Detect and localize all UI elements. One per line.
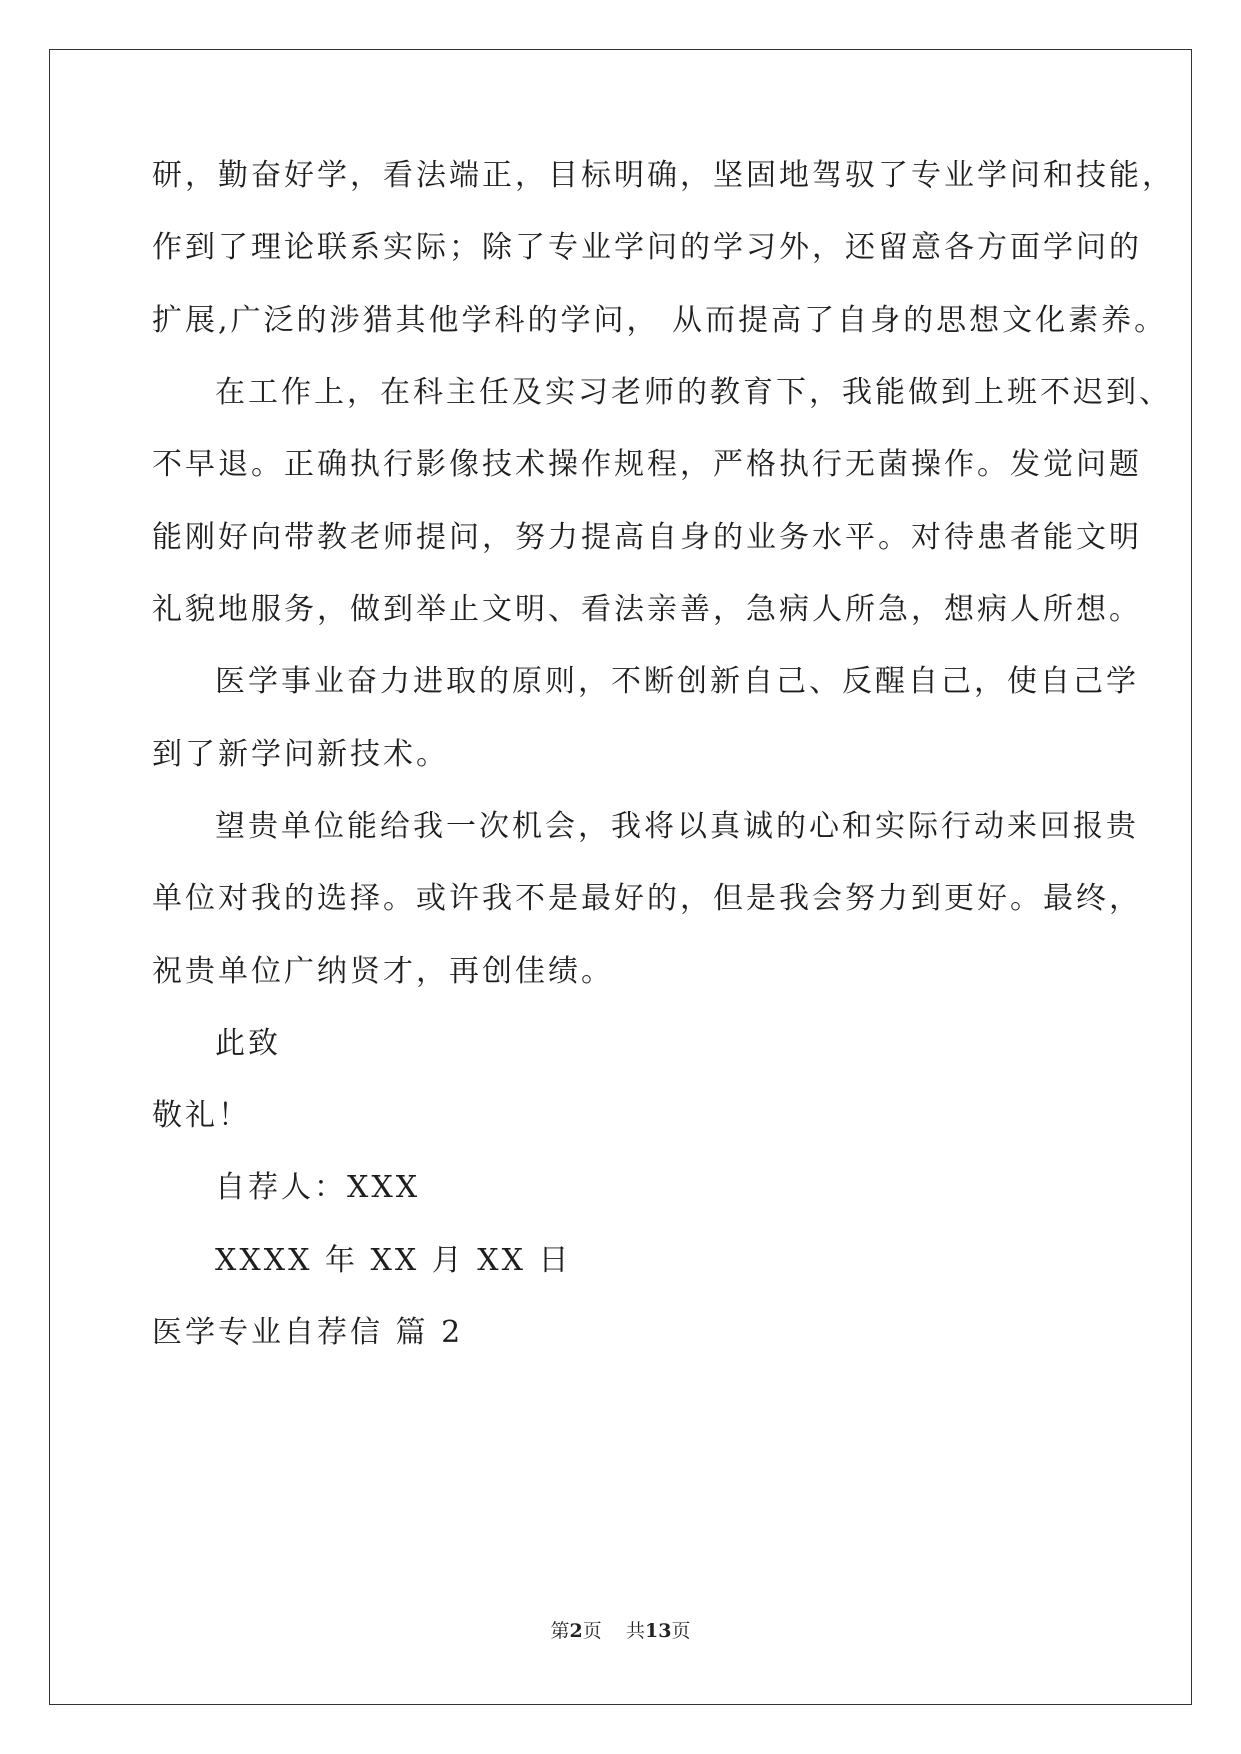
body-line-5: 不早退。正确执行影像技术操作规程，严格执行无菌操作。发觉问题 — [152, 447, 1142, 482]
body-line-8: 医学事业奋力进取的原则，不断创新自己、反醒自己，使自己学 — [215, 664, 1139, 699]
body-line-2: 作到了理论联系实际；除了专业学问的学习外，还留意各方面学问的 — [152, 230, 1142, 265]
body-line-3: 扩展,广泛的涉猎其他学科的学问， 从而提高了自身的思想文化素养。 — [152, 303, 1168, 338]
body-line-12: 祝贵单位广纳贤才，再创佳绩。 — [152, 954, 614, 989]
date-line: XXXX 年 XX 月 XX 日 — [215, 1243, 572, 1278]
footer-prefix: 第 — [550, 1620, 570, 1642]
closing-respect: 敬礼！ — [152, 1098, 251, 1133]
section-heading: 医学专业自荐信 篇 2 — [152, 1315, 464, 1350]
closing-salutation: 此致 — [215, 1026, 281, 1061]
body-line-1: 研，勤奋好学，看法端正，目标明确，坚固地驾驭了专业学问和技能， — [152, 158, 1175, 193]
page-border — [49, 49, 1192, 1705]
body-line-7: 礼貌地服务，做到举止文明、看法亲善，急病人所急，想病人所想。 — [152, 592, 1142, 627]
body-line-6: 能刚好向带教老师提问，努力提高自身的业务水平。对待患者能文明 — [152, 520, 1142, 555]
footer-total-prefix: 共 — [625, 1620, 645, 1642]
body-line-9: 到了新学问新技术。 — [152, 737, 449, 772]
signature-line: 自荐人：XXX — [215, 1170, 421, 1205]
page-footer — [0, 1616, 1241, 1643]
body-line-11: 单位对我的选择。或许我不是最好的，但是我会努力到更好。最终， — [152, 881, 1142, 916]
body-line-10: 望贵单位能给我一次机会，我将以真诚的心和实际行动来回报贵 — [215, 809, 1139, 844]
footer-total-pages: 13 — [644, 1620, 672, 1642]
body-line-4: 在工作上，在科主任及实习老师的教育下，我能做到上班不迟到、 — [215, 375, 1172, 410]
footer-page-unit: 页 — [582, 1620, 602, 1642]
footer-total-unit: 页 — [671, 1620, 691, 1642]
footer-page-number: 2 — [569, 1620, 583, 1642]
